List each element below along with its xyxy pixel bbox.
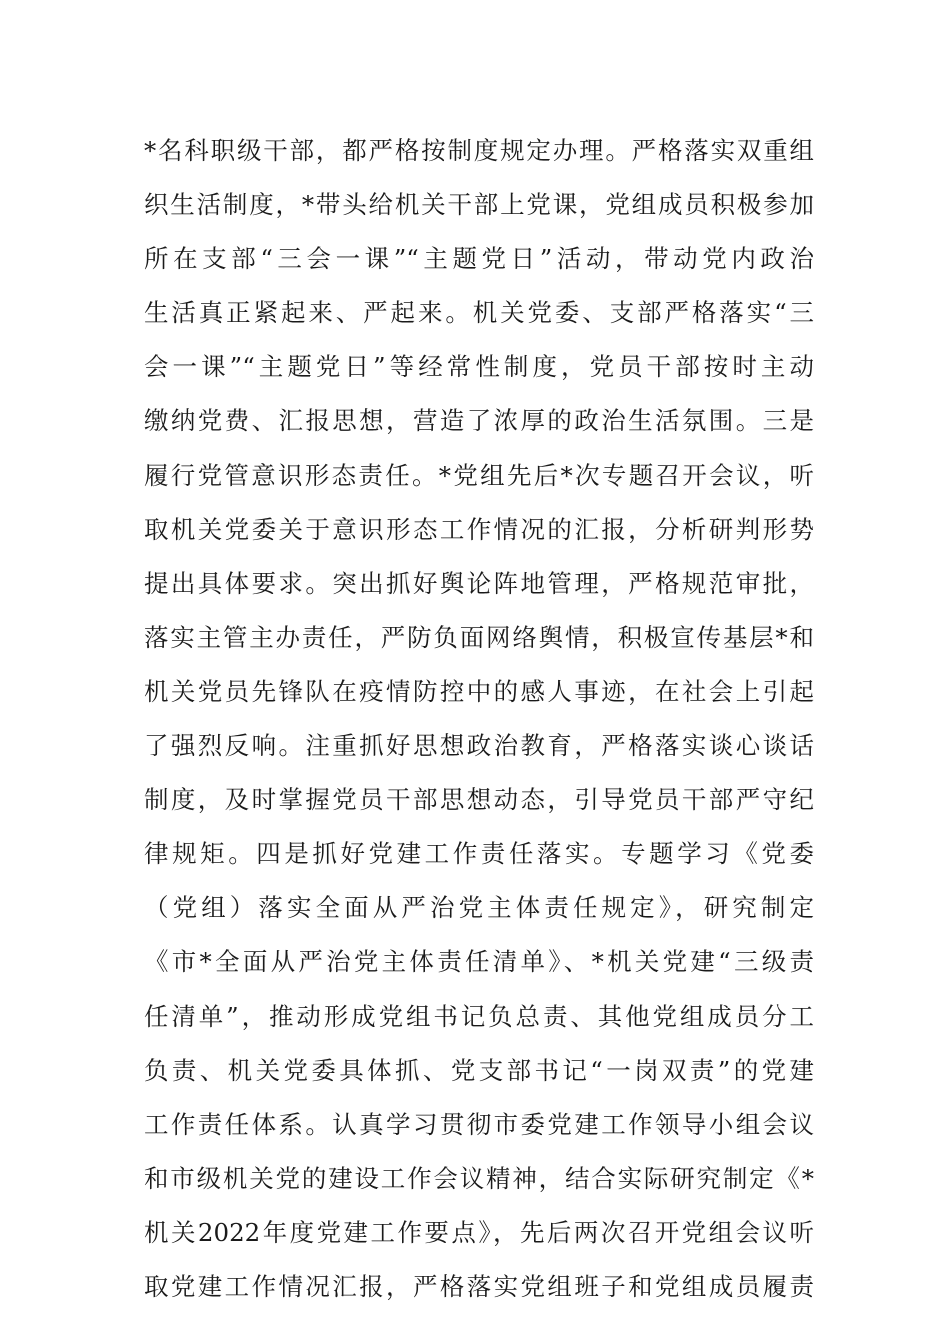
paragraph-line-12: 了强烈反响。注重抓好思想政治教育，严格落实谈心谈话 [144, 731, 814, 761]
paragraph-line-17: 任清单”，推动形成党组书记负总责、其他党组成员分工 [144, 1001, 814, 1031]
paragraph-line-1: *名科职级干部，都严格按制度规定办理。严格落实双重组 [144, 136, 814, 165]
paragraph-line-16: 《市*全面从严治党主体责任清单》、*机关党建“三级责 [144, 947, 814, 977]
paragraph-line-15: （党组）落实全面从严治党主体责任规定》，研究制定 [144, 893, 814, 923]
paragraph-line-13: 制度，及时掌握党员干部思想动态，引导党员干部严守纪 [144, 785, 814, 815]
paragraph-line-20: 和市级机关党的建设工作会议精神，结合实际研究制定《* [144, 1163, 814, 1193]
paragraph-line-9: 提出具体要求。突出抓好舆论阵地管理，严格规范审批， [144, 568, 814, 598]
paragraph-line-6: 缴纳党费、汇报思想，营造了浓厚的政治生活氛围。三是 [144, 406, 814, 436]
paragraph-line-21: 机关2022年度党建工作要点》，先后两次召开党组会议听 [144, 1217, 814, 1247]
paragraph-line-10: 落实主管主办责任，严防负面网络舆情，积极宣传基层*和 [144, 622, 814, 652]
paragraph-line-5: 会一课”“主题党日”等经常性制度，党员干部按时主动 [144, 352, 814, 382]
paragraph-line-18: 负责、机关党委具体抓、党支部书记“一岗双责”的党建 [144, 1055, 814, 1085]
paragraph-line-11: 机关党员先锋队在疫情防控中的感人事迹，在社会上引起 [144, 676, 814, 706]
paragraph-line-14: 律规矩。四是抓好党建工作责任落实。专题学习《党委 [144, 839, 814, 869]
paragraph-line-2: 织生活制度，*带头给机关干部上党课，党组成员积极参加 [144, 190, 814, 220]
paragraph-line-19: 工作责任体系。认真学习贯彻市委党建工作领导小组会议 [144, 1109, 814, 1139]
paragraph-line-22: 取党建工作情况汇报，严格落实党组班子和党组成员履责 [144, 1271, 814, 1301]
paragraph-line-8: 取机关党委关于意识形态工作情况的汇报，分析研判形势 [144, 514, 814, 544]
paragraph-line-7: 履行党管意识形态责任。*党组先后*次专题召开会议，听 [144, 460, 814, 490]
paragraph-line-3: 所在支部“三会一课”“主题党日”活动，带动党内政治 [144, 244, 814, 274]
body-paragraph [144, 124, 814, 1314]
paragraph-line-4: 生活真正紧起来、严起来。机关党委、支部严格落实“三 [144, 298, 814, 328]
